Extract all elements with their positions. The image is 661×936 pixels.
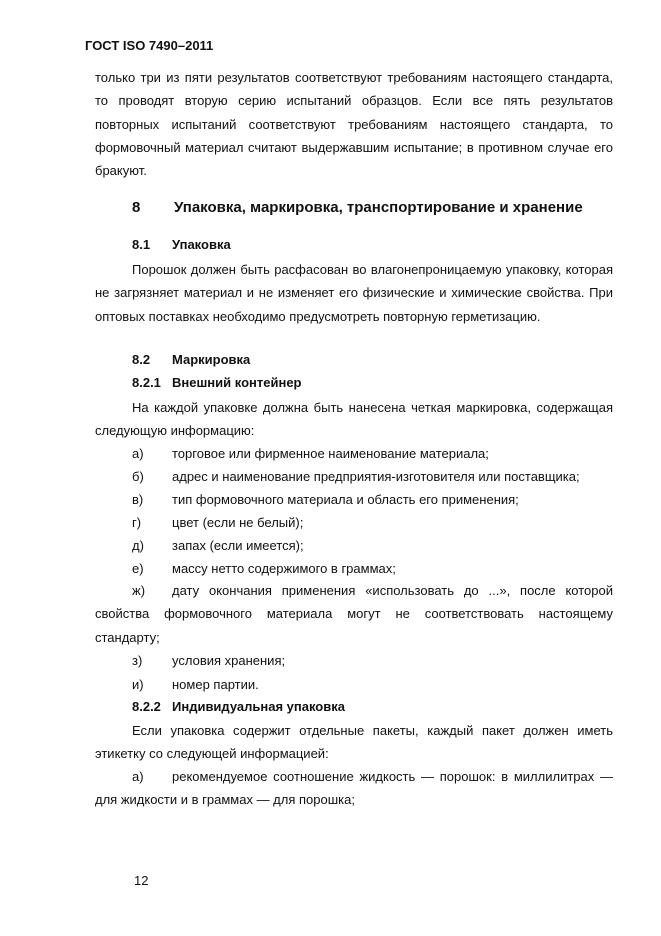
list-item — [95, 579, 613, 649]
section-title: Упаковка, маркировка, транспортирование и хранение — [174, 199, 583, 216]
subsection-8-2-2-paragraph — [95, 719, 613, 766]
list-text: запах (если имеется); — [172, 538, 304, 553]
list-marker: г) — [132, 515, 142, 530]
subsection-number: 8.1 — [132, 237, 151, 252]
subsection-8-2-heading — [132, 352, 250, 367]
list-text: номер партии. — [172, 677, 259, 692]
subsection-title: Маркировка — [172, 352, 251, 367]
list-item — [95, 765, 613, 812]
subsection-8-2-1-heading — [132, 375, 302, 390]
list-text: условия хранения; — [172, 653, 286, 668]
paragraph-text: Порошок должен быть расфасован во влагонепроницаемую упаковку, которая не загрязняет материал и не изменяет его физические и химические свойства. При оптовых поставках необходимо предусмотреть повторную герметизацию. — [95, 262, 613, 324]
list-item — [132, 492, 519, 507]
list-marker: е) — [132, 561, 144, 576]
subsection-8-1-heading — [132, 237, 231, 252]
subsection-title: Индивидуальная упаковка — [172, 699, 345, 714]
section-number: 8 — [132, 199, 141, 216]
subsection-number: 8.2.2 — [132, 699, 161, 714]
list-marker: а) — [132, 446, 144, 461]
list-marker: з) — [132, 653, 143, 668]
subsection-8-1-paragraph — [95, 258, 613, 328]
list-text: дату окончания применения «использовать до ...», после которой свойства формовочного материала могут не соответствовать настоящему стандарту; — [95, 583, 613, 645]
list-marker: и) — [132, 677, 144, 692]
list-marker: в) — [132, 492, 144, 507]
section-8-heading — [132, 199, 583, 216]
subsection-number: 8.2 — [132, 352, 151, 367]
list-text: рекомендуемое соотношение жидкость — порошок: в миллилитрах — для жидкости и в граммах — для порошка; — [95, 769, 613, 808]
list-item — [132, 653, 285, 668]
list-marker: б) — [132, 469, 144, 484]
list-marker: д) — [132, 538, 144, 553]
paragraph-text: На каждой упаковке должна быть нанесена четкая маркировка, содержащая следующую информацию: — [95, 400, 613, 439]
list-item — [132, 515, 303, 530]
list-item — [132, 561, 396, 576]
list-text: адрес и наименование предприятия-изготовителя или поставщика; — [172, 469, 580, 484]
list-item — [132, 446, 489, 461]
list-text: торговое или фирменное наименование материала; — [172, 446, 489, 461]
subsection-title: Упаковка — [172, 237, 231, 252]
list-marker: ж) — [132, 583, 146, 598]
subsection-number: 8.2.1 — [132, 375, 161, 390]
subsection-8-2-1-paragraph — [95, 396, 613, 443]
paragraph-text: Если упаковка содержит отдельные пакеты, каждый пакет должен иметь этикетку со следующей информацией: — [95, 723, 613, 762]
list-item — [132, 469, 580, 484]
subsection-title: Внешний контейнер — [172, 375, 302, 390]
subsection-8-2-2-heading — [132, 699, 345, 714]
list-item — [132, 538, 304, 553]
list-marker: а) — [132, 769, 144, 784]
list-text: цвет (если не белый); — [172, 515, 304, 530]
page-number: 12 — [134, 873, 149, 888]
list-item — [132, 677, 259, 692]
list-text: тип формовочного материала и область его применения; — [172, 492, 519, 507]
intro-paragraph: только три из пяти результатов соответствуют требованиям настоящего стандарта, то проводят вторую серию испытаний образцов. Если все пять результатов повторных испытаний соответствуют требованиям настоящего стандарта, то формовочный материал считают выдержавшим испытание; в противном случае его бракуют. — [95, 70, 613, 179]
list-text: массу нетто содержимого в граммах; — [172, 561, 396, 576]
document-header: ГОСТ ISO 7490–2011 — [85, 38, 214, 53]
